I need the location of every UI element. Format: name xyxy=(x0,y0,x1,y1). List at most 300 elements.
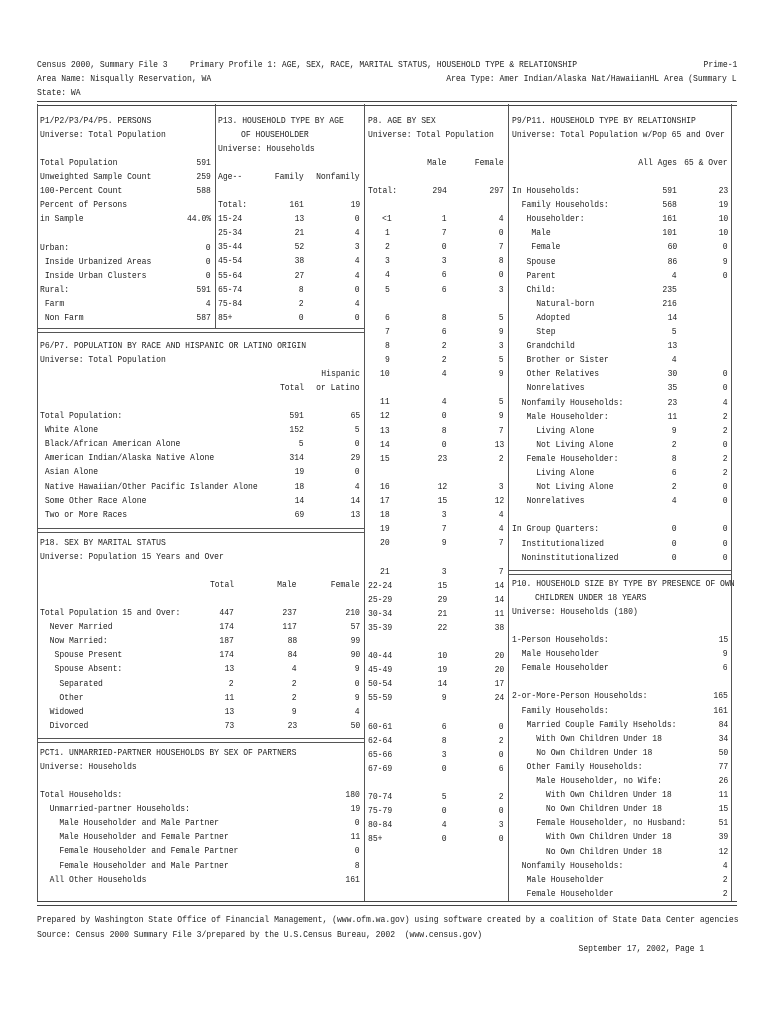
marital-row-male: 237 xyxy=(282,607,297,618)
relationship-row-all: 0 xyxy=(672,523,677,535)
marital-row-female: 9 xyxy=(355,691,360,703)
agesex-row-male: 2 xyxy=(442,354,447,365)
hhage-row-family: 161 xyxy=(289,199,304,210)
agesex-row-age: 18 xyxy=(380,509,390,521)
race-title: P6/P7. POPULATION BY RACE AND HISPANIC OR LATINO ORIGIN xyxy=(40,340,307,351)
unmarried-universe: Universe: Households xyxy=(40,761,137,772)
marital-col-male: Male xyxy=(277,579,297,590)
hhage-row-family: 52 xyxy=(294,241,304,253)
hhsize-row-value: 11 xyxy=(718,789,728,801)
hhsize-row-label: Male Householder xyxy=(512,648,600,660)
relationship-row-all: 0 xyxy=(672,537,677,549)
hhage-row-nonfamily: 0 xyxy=(355,311,360,323)
hhsize-row-value: 50 xyxy=(718,746,728,758)
hhage-row-nonfamily: 0 xyxy=(355,283,360,295)
marital-universe: Universe: Population 15 Years and Over xyxy=(40,551,224,562)
relationship-row-65: 10 xyxy=(718,213,728,225)
agesex-row-male: 4 xyxy=(442,396,447,408)
race-row-label: Two or More Races xyxy=(40,508,128,520)
relationship-row-65: 0 xyxy=(723,438,728,450)
header-state: State: WA xyxy=(37,87,81,98)
hhsize-title2: CHILDREN UNDER 18 YEARS xyxy=(535,592,647,603)
hhage-row-nonfamily: 4 xyxy=(355,269,360,281)
persons-row-value: 0 xyxy=(206,241,211,253)
hhsize-row-label: Married Couple Family Hseholds: xyxy=(512,718,677,730)
persons-row-value: 591 xyxy=(196,157,211,168)
race-row-label: American Indian/Alaska Native Alone xyxy=(40,452,215,464)
agesex-row-age: 10 xyxy=(380,368,390,380)
agesex-row-female: 0 xyxy=(499,805,504,817)
marital-row-male: 9 xyxy=(292,705,297,717)
relationship-row-all: 5 xyxy=(672,326,677,337)
rule-after-marital xyxy=(37,738,364,743)
header-area-name: Area Name: Nisqually Reservation, WA xyxy=(37,73,212,84)
agesex-row-male: 9 xyxy=(442,537,447,549)
persons-row-value: 588 xyxy=(196,185,211,197)
unmarried-title: PCT1. UNMARRIED-PARTNER HOUSEHOLDS BY SEX OF PARTNERS xyxy=(40,747,297,758)
hhsize-row-label: Female Householder xyxy=(512,887,614,899)
relationship-row-65: 0 xyxy=(723,537,728,549)
agesex-row-female: 2 xyxy=(499,734,504,746)
agesex-row-female: 9 xyxy=(499,325,504,337)
relationship-row-label: Step xyxy=(512,326,556,337)
race-row-total: 152 xyxy=(289,424,304,436)
col-rule-4 xyxy=(508,104,509,901)
agesex-row-age: 9 xyxy=(385,354,390,365)
unmarried-row-label: Unmarried-partner Households: xyxy=(40,803,190,815)
persons-row-label: Inside Urban Clusters xyxy=(40,269,147,281)
relationship-row-all: 13 xyxy=(667,340,677,352)
hhage-row-label: 55-64 xyxy=(218,269,243,281)
header-census-label: Census 2000, Summary File 3 xyxy=(37,59,168,70)
hhage-age-label: Age-- xyxy=(218,171,243,182)
marital-row-female: 210 xyxy=(345,607,360,618)
marital-row-total: 174 xyxy=(219,649,234,661)
agesex-row-age: 12 xyxy=(380,410,390,422)
agesex-row-age: 8 xyxy=(385,339,390,351)
agesex-row-male: 0 xyxy=(442,833,447,845)
relationship-col-all: All Ages xyxy=(638,157,677,168)
hhsize-universe: Universe: Households (180) xyxy=(512,606,638,617)
agesex-row-male: 3 xyxy=(442,565,447,577)
unmarried-row-value: 0 xyxy=(355,817,360,829)
agesex-row-age: 50-54 xyxy=(368,678,393,690)
agesex-row-female: 5 xyxy=(499,396,504,408)
relationship-row-label: Parent xyxy=(512,269,556,281)
relationship-row-label: Nonrelatives xyxy=(512,495,585,507)
marital-row-total: 13 xyxy=(224,705,234,717)
relationship-row-label: Child: xyxy=(512,283,556,295)
agesex-total-female: 297 xyxy=(489,185,504,196)
hhage-row-label: 85+ xyxy=(218,311,233,323)
race-row-label: White Alone xyxy=(40,424,99,436)
relationship-row-all: 86 xyxy=(667,255,677,267)
relationship-row-all: 6 xyxy=(672,467,677,478)
agesex-row-female: 0 xyxy=(499,269,504,281)
agesex-row-female: 12 xyxy=(494,495,504,506)
hhage-row-label: Total: xyxy=(218,199,248,210)
relationship-row-all: 14 xyxy=(667,311,677,323)
agesex-row-male: 22 xyxy=(437,621,447,633)
marital-row-male: 84 xyxy=(287,649,297,661)
marital-row-male: 4 xyxy=(292,663,297,675)
race-row-hispanic: 5 xyxy=(355,424,360,436)
bottom-rule xyxy=(37,901,737,906)
agesex-row-male: 3 xyxy=(442,255,447,267)
agesex-row-age: 35-39 xyxy=(368,621,393,633)
hhage-row-family: 27 xyxy=(294,269,304,281)
relationship-row-65: 10 xyxy=(718,227,728,239)
marital-col-total: Total xyxy=(209,579,234,590)
marital-row-label: Spouse Present xyxy=(40,649,123,661)
agesex-row-female: 0 xyxy=(499,227,504,239)
agesex-row-male: 8 xyxy=(442,311,447,323)
agesex-row-female: 17 xyxy=(494,678,504,690)
agesex-row-age: 11 xyxy=(380,396,390,408)
marital-row-male: 2 xyxy=(292,691,297,703)
marital-row-label: Other xyxy=(40,691,84,703)
relationship-row-all: 4 xyxy=(672,495,677,507)
agesex-row-age: 17 xyxy=(380,495,390,506)
relationship-row-all: 4 xyxy=(672,269,677,281)
relationship-row-65: 0 xyxy=(723,269,728,281)
hhsize-row-label: Male Householder, no Wife: xyxy=(512,775,662,786)
marital-title: P18. SEX BY MARITAL STATUS xyxy=(40,537,166,548)
hhsize-row-value: 15 xyxy=(718,634,728,645)
relationship-row-65: 0 xyxy=(723,241,728,253)
agesex-row-male: 12 xyxy=(437,480,447,492)
agesex-row-age: 13 xyxy=(380,424,390,436)
race-row-label: Some Other Race Alone xyxy=(40,494,147,506)
hhsize-row-value: 2 xyxy=(723,887,728,899)
relationship-row-65: 2 xyxy=(723,424,728,436)
col-rule-3 xyxy=(364,104,365,901)
agesex-row-age: 67-69 xyxy=(368,762,393,774)
unmarried-row-label: Male Householder and Female Partner xyxy=(40,831,229,843)
persons-row-label: Inside Urbanized Areas xyxy=(40,255,152,267)
relationship-row-label: Nonrelatives xyxy=(512,382,585,394)
race-row-total: 5 xyxy=(299,438,304,450)
agesex-row-age: <1 xyxy=(382,213,392,224)
agesex-row-male: 4 xyxy=(442,819,447,831)
relationship-row-all: 4 xyxy=(672,354,677,366)
agesex-row-female: 3 xyxy=(499,339,504,351)
rule-after-relationship xyxy=(508,570,731,575)
relationship-row-all: 9 xyxy=(672,424,677,436)
race-row-hispanic: 14 xyxy=(350,494,360,506)
relationship-row-label: Family Households: xyxy=(512,199,609,211)
agesex-row-female: 7 xyxy=(499,424,504,436)
relationship-row-all: 161 xyxy=(662,213,677,225)
relationship-row-65: 2 xyxy=(723,467,728,478)
hhsize-row-label: Male Householder xyxy=(512,873,604,885)
agesex-row-male: 0 xyxy=(442,438,447,450)
agesex-row-male: 1 xyxy=(442,213,447,224)
agesex-row-age: 62-64 xyxy=(368,734,393,746)
agesex-row-male: 0 xyxy=(442,241,447,253)
agesex-row-female: 0 xyxy=(499,833,504,845)
hhsize-row-label: No Own Children Under 18 xyxy=(512,845,662,857)
agesex-row-male: 21 xyxy=(437,607,447,619)
agesex-row-age: 1 xyxy=(385,227,390,239)
unmarried-row-value: 8 xyxy=(355,859,360,871)
relationship-row-all: 216 xyxy=(662,297,677,309)
persons-row-label: Farm xyxy=(40,298,65,309)
marital-row-total: 73 xyxy=(224,719,234,731)
hhsize-row-label: With Own Children Under 18 xyxy=(512,831,672,843)
agesex-row-male: 0 xyxy=(442,805,447,817)
relationship-row-label: Male Householder: xyxy=(512,410,609,422)
rule-after-persons xyxy=(37,328,364,333)
relationship-row-all: 591 xyxy=(662,185,677,196)
hhsize-row-label: No Own Children Under 18 xyxy=(512,746,653,758)
marital-row-male: 2 xyxy=(292,677,297,689)
agesex-row-male: 15 xyxy=(437,579,447,591)
agesex-total-male: 294 xyxy=(432,185,447,196)
hhsize-row-label: 2-or-More-Person Households: xyxy=(512,690,648,702)
agesex-row-male: 6 xyxy=(442,283,447,295)
relationship-row-label: Adopted xyxy=(512,311,571,323)
agesex-col-female: Female xyxy=(474,157,504,168)
race-row-hispanic: 4 xyxy=(355,480,360,492)
hhage-row-family: 21 xyxy=(294,227,304,239)
race-row-total: 19 xyxy=(294,466,304,478)
hhsize-row-label: With Own Children Under 18 xyxy=(512,789,672,801)
relationship-row-all: 568 xyxy=(662,199,677,211)
hhsize-row-value: 51 xyxy=(718,817,728,829)
agesex-row-female: 2 xyxy=(499,791,504,803)
agesex-row-age: 55-59 xyxy=(368,692,393,704)
relationship-row-all: 8 xyxy=(672,452,677,464)
top-rule xyxy=(37,101,737,106)
persons-row-value: 0 xyxy=(206,255,211,267)
hhage-row-nonfamily: 4 xyxy=(355,297,360,309)
hhage-row-nonfamily: 4 xyxy=(355,227,360,239)
marital-row-male: 88 xyxy=(287,635,297,647)
marital-row-label: Divorced xyxy=(40,719,89,731)
hhage-row-label: 15-24 xyxy=(218,213,243,225)
marital-row-label: Total Population 15 and Over: xyxy=(40,607,181,618)
marital-row-label: Never Married xyxy=(40,621,113,633)
hhage-row-family: 38 xyxy=(294,255,304,267)
race-row-total: 14 xyxy=(294,494,304,506)
marital-row-female: 4 xyxy=(355,705,360,717)
race-row-hispanic: 29 xyxy=(350,452,360,464)
relationship-row-label: Not Living Alone xyxy=(512,481,614,493)
hhsize-row-value: 39 xyxy=(718,831,728,843)
persons-row-value: 591 xyxy=(196,283,211,295)
marital-row-label: Now Married: xyxy=(40,635,108,647)
relationship-row-all: 2 xyxy=(672,438,677,450)
agesex-row-male: 6 xyxy=(442,269,447,281)
relationship-row-65: 19 xyxy=(718,199,728,211)
relationship-row-all: 235 xyxy=(662,283,677,295)
agesex-row-female: 2 xyxy=(499,452,504,464)
hhage-row-family: 13 xyxy=(294,213,304,225)
agesex-row-age: 15 xyxy=(380,452,390,464)
marital-row-label: Separated xyxy=(40,677,103,689)
unmarried-row-label: Female Householder and Male Partner xyxy=(40,859,229,871)
header-area-type: Area Type: Amer Indian/Alaska Nat/HawaiianHL Area (Summary L xyxy=(446,73,737,84)
agesex-row-female: 9 xyxy=(499,368,504,380)
agesex-row-female: 7 xyxy=(499,241,504,253)
relationship-row-all: 60 xyxy=(667,241,677,253)
marital-row-total: 447 xyxy=(219,607,234,618)
hhage-universe: Universe: Households xyxy=(218,143,315,154)
relationship-row-65: 0 xyxy=(723,523,728,535)
race-universe: Universe: Total Population xyxy=(40,354,166,365)
hhsize-row-value: 165 xyxy=(713,690,728,702)
marital-row-label: Widowed xyxy=(40,705,84,717)
agesex-row-male: 3 xyxy=(442,748,447,760)
agesex-row-age: 60-61 xyxy=(368,720,393,732)
agesex-row-female: 6 xyxy=(499,762,504,774)
race-row-total: 69 xyxy=(294,508,304,520)
agesex-row-male: 23 xyxy=(437,452,447,464)
agesex-row-female: 5 xyxy=(499,311,504,323)
agesex-row-male: 7 xyxy=(442,523,447,535)
marital-row-total: 2 xyxy=(229,677,234,689)
persons-row-label: Non Farm xyxy=(40,312,84,324)
race-row-total: 591 xyxy=(289,410,304,421)
hhsize-row-value: 34 xyxy=(718,732,728,744)
race-row-label: Black/African American Alone xyxy=(40,438,181,450)
agesex-row-male: 7 xyxy=(442,227,447,239)
agesex-row-male: 5 xyxy=(442,791,447,803)
relationship-row-label: Spouse xyxy=(512,255,556,267)
agesex-row-female: 4 xyxy=(499,523,504,535)
marital-row-female: 0 xyxy=(355,677,360,689)
race-row-total: 18 xyxy=(294,480,304,492)
agesex-row-age: 4 xyxy=(385,269,390,281)
hhsize-row-value: 9 xyxy=(723,648,728,660)
agesex-row-age: 65-66 xyxy=(368,748,393,760)
hhage-row-family: 2 xyxy=(299,297,304,309)
marital-row-total: 174 xyxy=(219,621,234,633)
hhsize-row-value: 6 xyxy=(723,662,728,674)
relationship-row-label: Living Alone xyxy=(512,467,595,478)
agesex-row-male: 0 xyxy=(442,410,447,422)
hhage-row-nonfamily: 4 xyxy=(355,255,360,267)
agesex-row-male: 14 xyxy=(437,678,447,690)
persons-row-label: Unweighted Sample Count xyxy=(40,171,152,183)
hhsize-row-label: Female Householder, no Husband: xyxy=(512,817,687,829)
agesex-row-age: 5 xyxy=(385,283,390,295)
marital-row-female: 90 xyxy=(350,649,360,661)
persons-row-label: Urban: xyxy=(40,241,70,253)
hhsize-row-label: 1-Person Households: xyxy=(512,634,609,645)
relationship-row-label: In Group Quarters: xyxy=(512,523,600,535)
persons-title: P1/P2/P3/P4/P5. PERSONS xyxy=(40,115,152,126)
footer-prepared-by: Prepared by Washington State Office of Financial Management, (www.ofm.wa.gov) using software created by a coalition of State Data Center agencies xyxy=(37,914,739,925)
header-profile-title: Primary Profile 1: AGE, SEX, RACE, MARITAL STATUS, HOUSEHOLD TYPE & RELATIONSHIP xyxy=(190,59,578,70)
agesex-row-age: 3 xyxy=(385,255,390,267)
unmarried-row-label: Female Householder and Female Partner xyxy=(40,845,239,857)
marital-row-male: 117 xyxy=(282,621,297,633)
relationship-row-all: 0 xyxy=(672,551,677,563)
hhage-row-label: 65-74 xyxy=(218,283,243,295)
race-row-label: Total Population: xyxy=(40,410,123,421)
agesex-row-female: 14 xyxy=(494,579,504,591)
persons-universe: Universe: Total Population xyxy=(40,129,166,140)
relationship-row-65: 2 xyxy=(723,452,728,464)
persons-row-label: 100-Percent Count xyxy=(40,185,123,197)
footer-date-page: September 17, 2002, Page 1 xyxy=(578,943,704,954)
race-col-latino: or Latino xyxy=(316,382,360,393)
relationship-row-label: Living Alone xyxy=(512,424,595,436)
relationship-row-label: Male xyxy=(512,227,551,239)
hhsize-row-value: 26 xyxy=(718,775,728,786)
agesex-row-male: 8 xyxy=(442,734,447,746)
hhage-row-nonfamily: 19 xyxy=(350,199,360,210)
agesex-row-male: 6 xyxy=(442,720,447,732)
persons-row-value: 4 xyxy=(206,298,211,309)
agesex-row-female: 11 xyxy=(494,607,504,619)
relationship-row-65: 23 xyxy=(718,185,728,196)
relationship-row-65: 0 xyxy=(723,382,728,394)
hhage-title: P13. HOUSEHOLD TYPE BY AGE xyxy=(218,115,344,126)
agesex-row-age: 20 xyxy=(380,537,390,549)
marital-row-total: 187 xyxy=(219,635,234,647)
agesex-row-male: 6 xyxy=(442,325,447,337)
race-row-label: Asian Alone xyxy=(40,466,99,478)
hhage-row-label: 35-44 xyxy=(218,241,243,253)
unmarried-row-value: 161 xyxy=(345,873,360,885)
agesex-row-age: 16 xyxy=(380,480,390,492)
hhsize-row-value: 161 xyxy=(713,704,728,716)
agesex-total-label: Total: xyxy=(368,185,398,196)
hhage-col-family: Family xyxy=(274,171,304,182)
relationship-row-label: Female xyxy=(512,241,561,253)
relationship-row-65: 0 xyxy=(723,495,728,507)
unmarried-row-label: All Other Households xyxy=(40,873,147,885)
relationship-row-all: 35 xyxy=(667,382,677,394)
agesex-row-female: 5 xyxy=(499,354,504,365)
hhsize-row-value: 2 xyxy=(723,873,728,885)
agesex-row-female: 3 xyxy=(499,283,504,295)
agesex-row-age: 7 xyxy=(385,325,390,337)
relationship-row-65: 0 xyxy=(723,481,728,493)
hhsize-row-label: Family Households: xyxy=(512,704,609,716)
agesex-row-male: 9 xyxy=(442,692,447,704)
agesex-row-female: 14 xyxy=(494,593,504,605)
hhsize-row-label: No Own Children Under 18 xyxy=(512,803,662,815)
relationship-row-65: 9 xyxy=(723,255,728,267)
race-row-hispanic: 0 xyxy=(355,438,360,450)
persons-row-value: 44.0% xyxy=(186,213,211,225)
agesex-row-age: 2 xyxy=(385,241,390,253)
agesex-row-age: 21 xyxy=(380,565,390,577)
relationship-row-all: 23 xyxy=(667,396,677,408)
unmarried-row-label: Total Households: xyxy=(40,789,123,800)
relationship-row-65: 0 xyxy=(723,368,728,380)
col-rule-2 xyxy=(215,104,216,329)
persons-row-label: Percent of Persons xyxy=(40,199,128,211)
agesex-row-female: 24 xyxy=(494,692,504,704)
relationship-row-65: 2 xyxy=(723,410,728,422)
hhsize-row-value: 12 xyxy=(718,845,728,857)
marital-row-total: 13 xyxy=(224,663,234,675)
race-row-hispanic: 13 xyxy=(350,508,360,520)
hhsize-row-label: Female Householder xyxy=(512,662,609,674)
race-col-hispanic: Hispanic xyxy=(321,368,360,379)
relationship-row-label: Not Living Alone xyxy=(512,438,614,450)
agesex-row-male: 8 xyxy=(442,424,447,436)
agesex-row-female: 38 xyxy=(494,621,504,633)
relationship-row-all: 2 xyxy=(672,481,677,493)
unmarried-row-value: 180 xyxy=(345,789,360,800)
relationship-row-all: 11 xyxy=(667,410,677,422)
